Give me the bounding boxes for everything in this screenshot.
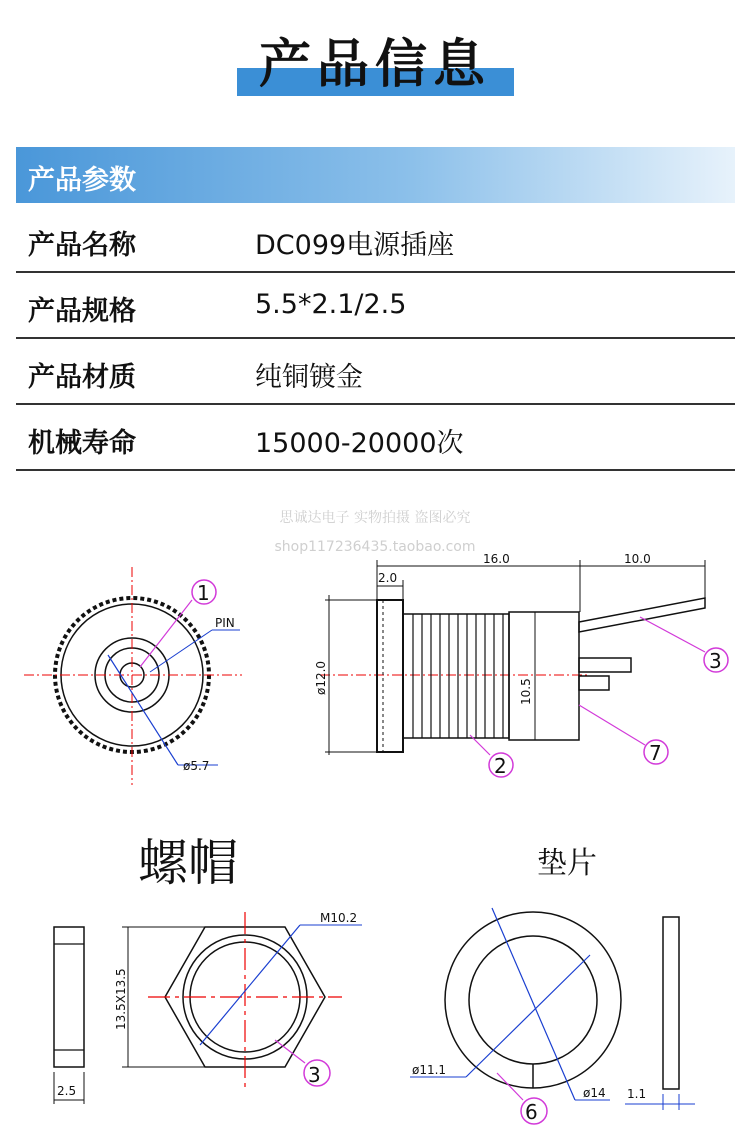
washer-callout-label: 6 xyxy=(525,1100,538,1124)
nut-thread-label: M10.2 xyxy=(320,911,358,925)
washer-inner-label: ø11.1 xyxy=(412,1063,447,1077)
dim-16-label: 16.0 xyxy=(483,552,510,566)
spec-value: DC099电源插座 xyxy=(255,230,455,261)
nut-thickness-label: 2.5 xyxy=(57,1084,77,1098)
dim-10-label: 10.0 xyxy=(624,552,651,566)
spec-value: 15000-20000次 xyxy=(255,428,464,459)
spec-label: 产品材质 xyxy=(28,362,136,393)
dim-2-label: 2.0 xyxy=(378,571,398,585)
washer-drawing xyxy=(410,908,695,1124)
nut-size-label: 13.5X13.5 xyxy=(114,968,128,1030)
front-callout-label: 1 xyxy=(197,581,210,605)
watermark-line1: 思诚达电子 实物拍摄 盗图必究 xyxy=(279,510,471,526)
washer-caption: 垫片 xyxy=(537,846,597,881)
washer-thickness-label: 1.1 xyxy=(627,1087,647,1101)
dim-12-label: ø12.0 xyxy=(314,660,328,695)
dim-105-label: 10.5 xyxy=(519,678,533,705)
front-dia-label: ø5.7 xyxy=(183,759,210,773)
watermark-line2: shop117236435.taobao.com xyxy=(274,539,476,555)
side-view-drawing xyxy=(320,560,728,777)
spec-label: 产品规格 xyxy=(28,296,136,327)
side-callout-7: 7 xyxy=(649,741,662,765)
nut-caption: 螺帽 xyxy=(138,834,238,892)
section-header-label: 产品参数 xyxy=(28,165,136,196)
spec-value: 纯铜镀金 xyxy=(255,362,363,393)
side-callout-3: 3 xyxy=(709,649,722,673)
spec-label: 产品名称 xyxy=(28,230,136,261)
spec-value: 5.5*2.1/2.5 xyxy=(255,289,407,320)
nut-callout-label: 3 xyxy=(308,1063,321,1087)
side-callout-2: 2 xyxy=(494,754,507,778)
washer-outer-label: ø14 xyxy=(583,1086,606,1100)
pin-label: PIN xyxy=(215,616,235,630)
spec-label: 机械寿命 xyxy=(28,428,136,459)
page-title: 产品信息 xyxy=(258,35,491,95)
